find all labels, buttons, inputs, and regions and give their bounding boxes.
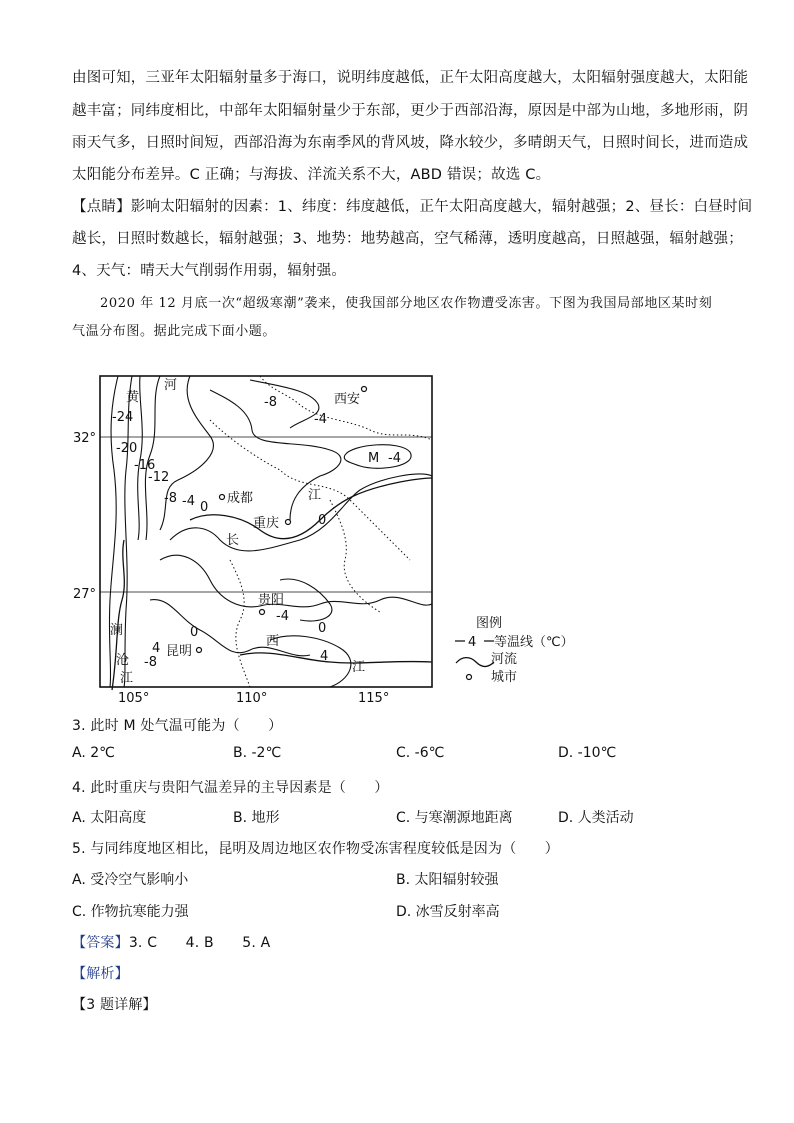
- option-b: B. 太阳辐射较强: [396, 872, 499, 888]
- paragraph-line: 由图可知，三亚年太阳辐射量多于海口，说明纬度越低，正午太阳高度越大，太阳辐射强度越大，太阳能: [72, 70, 749, 86]
- city-label: 重庆: [253, 516, 280, 531]
- legend-river: 河流: [491, 652, 518, 667]
- river-label: 江: [120, 671, 134, 686]
- option-a: A. 太阳高度: [72, 810, 147, 826]
- city-label: 贵阳: [258, 593, 285, 608]
- paragraph-line: 雨天气多，日照时间短，西部沿海为东南季风的背风坡，降水较少，多晴朗天气，日照时间长，进而造成: [72, 135, 749, 151]
- legend-isotherm: 等温线（℃）: [494, 635, 574, 650]
- river-label: 江: [308, 488, 322, 503]
- paragraph-line: 越丰富；同纬度相比，中部年太阳辐射量少于东部，更少于西部沿海，原因是中部为山地，多地形雨，阴: [72, 103, 749, 119]
- lat-label: 27°: [73, 587, 97, 602]
- isotherm-label: -16: [134, 458, 156, 473]
- legend-title: 图例: [476, 616, 503, 631]
- river-label: 澜: [110, 623, 124, 638]
- lon-label: 110°: [236, 691, 268, 706]
- answer-text: 3. C 4. B 5. A: [128, 935, 271, 951]
- paragraph-line: 4、天气：晴天大气削弱作用弱，辐射强。: [72, 263, 347, 279]
- isotherm-label: 0: [190, 625, 199, 640]
- lon-label: 105°: [118, 691, 150, 706]
- isotherm-label: -20: [116, 441, 138, 456]
- river-label: 江: [352, 660, 366, 675]
- isotherm-label: -12: [148, 470, 170, 485]
- paragraph-line: 太阳能分布差异。C 正确；与海拔、洋流关系不大，ABD 错误；故选 C。: [72, 167, 551, 183]
- river-label: 黄: [126, 390, 140, 405]
- option-b: B. 地形: [233, 810, 280, 826]
- isotherm-label: 4: [320, 649, 329, 664]
- river-label: 西: [266, 634, 280, 649]
- city-label: 成都: [227, 491, 254, 506]
- answer-label: 【答案】: [72, 935, 129, 951]
- city-marker-kunming: [197, 648, 202, 653]
- option-a: A. 受冷空气影响小: [72, 872, 189, 888]
- city-marker-guiyang: [260, 610, 265, 615]
- isotherm-label: -4: [388, 451, 401, 466]
- intro-line: 气温分布图。据此完成下面小题。: [72, 324, 277, 339]
- option-d: D. -10℃: [558, 745, 617, 761]
- river-label: 长: [226, 533, 240, 548]
- lat-label: 32°: [73, 431, 97, 446]
- city-marker-xian: [362, 387, 367, 392]
- question-stem: 3. 此时 M 处气温可能为（ ）: [72, 718, 283, 734]
- map-legend: [455, 616, 574, 685]
- analysis-label: 【解析】: [72, 966, 129, 982]
- option-a: A. 2℃: [72, 745, 115, 761]
- option-b: B. -2℃: [233, 745, 282, 761]
- city-label: 昆明: [166, 644, 193, 659]
- option-c: C. -6℃: [396, 745, 445, 761]
- point-m-label: M: [368, 451, 380, 466]
- isotherm-label: -8: [144, 655, 157, 670]
- intro-line: 2020 年 12 月底一次“超级寒潮”袭来，使我国部分地区农作物遭受冻害。下图为我国局部地区某时刻: [100, 296, 713, 311]
- paragraph-line: 【点睛】影响太阳辐射的因素：1、纬度：纬度越低，正午太阳高度越大，辐射越强；2、昼长：白昼时间: [72, 199, 753, 215]
- option-d: D. 人类活动: [558, 810, 634, 826]
- answer-line: [72, 932, 270, 952]
- river-label: 河: [164, 378, 178, 393]
- paragraph-line: 越长，日照时数越长，辐射越强；3、地势：地势越高，空气稀薄，透明度越高，日照越强，辐射越强；: [72, 231, 743, 247]
- question-stem: 5. 与同纬度地区相比，昆明及周边地区农作物受冻害程度较低是因为（ ）: [72, 841, 560, 857]
- river-label: 沧: [116, 653, 130, 668]
- isotherm-label: -4: [182, 494, 195, 509]
- city-marker-chengdu: [220, 495, 225, 500]
- isotherm-label: 0: [318, 621, 327, 636]
- isotherm-label: 0: [200, 500, 209, 515]
- legend-city-icon: [467, 675, 472, 680]
- isotherm-label: 4: [152, 641, 161, 656]
- legend-city: 城市: [491, 670, 518, 685]
- isotherm-label: 0: [318, 513, 327, 528]
- option-d: D. 冰雪反射率高: [396, 904, 500, 920]
- isotherm-label: -8: [164, 491, 177, 506]
- isotherm-label: -4: [314, 412, 327, 427]
- detail-label: 【3 题详解】: [72, 997, 157, 1013]
- option-c: C. 与寒潮源地距离: [396, 810, 513, 826]
- question-stem: 4. 此时重庆与贵阳气温差异的主导因素是（ ）: [72, 780, 389, 796]
- isotherm-label: -8: [264, 395, 277, 410]
- isotherm-label: -24: [112, 410, 134, 425]
- option-c: C. 作物抗寒能力强: [72, 904, 189, 920]
- legend-isotherm-sample: 4: [468, 635, 477, 650]
- city-label: 西安: [334, 392, 361, 407]
- isotherm-label: -4: [276, 609, 289, 624]
- city-marker-chongqing: [286, 520, 291, 525]
- lon-label: 115°: [358, 691, 390, 706]
